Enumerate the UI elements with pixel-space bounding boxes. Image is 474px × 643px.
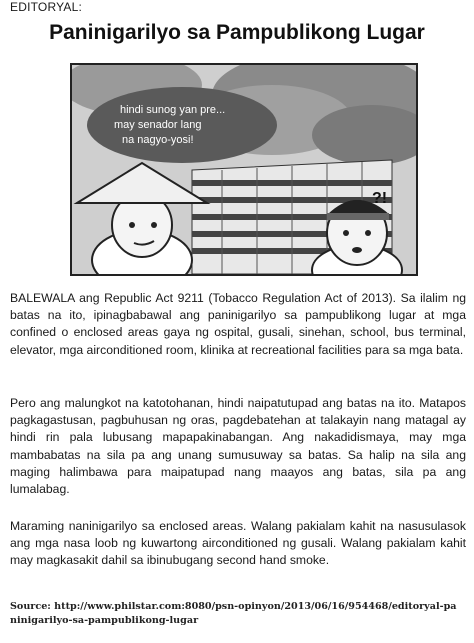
paragraph-3: Maraming naninigarilyo sa enclosed areas. Walang pakialam kahit na nasusulasok ang mga nasa loob ng kuwartong airconditioned ng gusali. Walang pakialam kahit may magkasakit dahil sa ibinubugang second hand smoke. xyxy=(10,519,466,568)
paragraph-2: Pero ang malungkot na katotohanan, hindi naipatutupad ang batas na ito. Matapos pagkagastusan, pagbuhusan ng oras, pagdebatehan at talakayin nang matagal ay hindi rin pala lubusang mapapakinabangan. Ang nakadidismaya, may mga mambabatas na sila pa ang unang sumusuway sa batas. Sa halip na sila ang maging halimbawa para maipatupad nang maayos ang batas, sila pa ang lumalabag. xyxy=(10,396,466,497)
source-citation: Source: http://www.philstar.com:8080/psn-opinyon/2013/06/16/954468/editoryal-paninigarilyo-sa-pampublikong-lugar xyxy=(10,601,457,626)
article-title: Paninigarilyo sa Pampublikong Lugar xyxy=(49,21,425,44)
speech-line-3: na nagyo-yosi! xyxy=(122,134,194,146)
section-label: EDITORYAL: xyxy=(10,0,83,14)
cartoon-illustration xyxy=(72,65,416,274)
speech-line-2: may senador lang xyxy=(114,119,202,131)
speech-line-1: hindi sunog yan pre... xyxy=(120,104,226,116)
editorial-cartoon xyxy=(70,63,418,276)
paragraph-1: BALEWALA ang Republic Act 9211 (Tobacco Regulation Act of 2013). Sa ilalim ng batas na ito, ipinagbabawal ang paninigarilyo sa pampublikong lugar at mga confined o enclosed areas gaya ng ospital, gusali, sinehan, school, bus terminal, elevator, mga airconditioned room, klinika at recreational facilities para sa mga bata. xyxy=(10,291,466,357)
reaction-mark: ?! xyxy=(372,190,388,207)
